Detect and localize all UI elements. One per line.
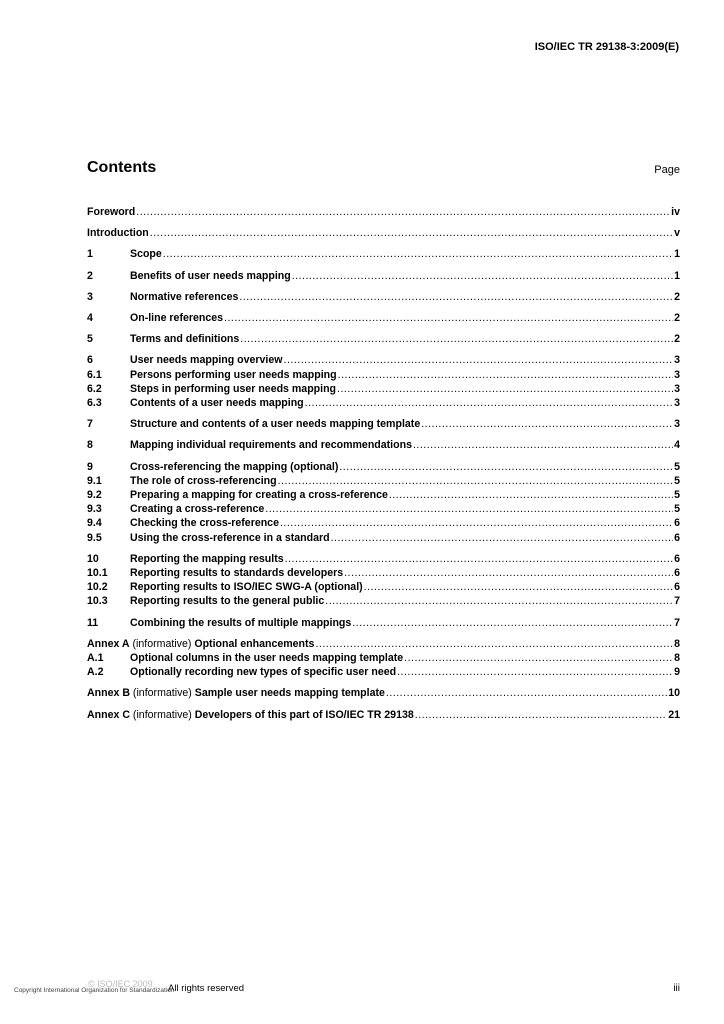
toc-entry[interactable]: [87, 516, 680, 530]
toc-group: [87, 460, 680, 545]
toc-entry-page: 3: [674, 354, 680, 367]
toc-leader-dots: [284, 353, 674, 367]
toc-entry[interactable]: [87, 502, 680, 516]
toc-leader-dots: [239, 290, 673, 304]
toc-entry-page: 3: [674, 397, 680, 410]
toc-group: [87, 552, 680, 609]
toc-entry-page: 6: [674, 567, 680, 580]
toc-entry-title: User needs mapping overview: [130, 354, 283, 367]
toc-entry-page: 7: [674, 595, 680, 608]
footer-copyright-notice: Copyright International Organization for Standardization: [14, 987, 175, 994]
footer-rights-reserved: All rights reserved: [168, 983, 245, 994]
toc-group: [87, 438, 680, 452]
toc-entry-number: 9.2: [87, 489, 102, 502]
toc-entry-number: 6.3: [87, 397, 102, 410]
toc-entry-page: 6: [674, 531, 680, 544]
toc-entry-title: Preparing a mapping for creating a cross-reference: [130, 489, 388, 502]
toc-annex-prefix: Annex C: [87, 708, 130, 721]
toc-entry[interactable]: [87, 290, 680, 304]
toc-entry[interactable]: [87, 665, 680, 679]
toc-entry-page: 2: [674, 312, 680, 325]
toc-entry-page: 5: [674, 489, 680, 502]
toc-entry[interactable]: [87, 566, 680, 580]
toc-entry-number: A.2: [87, 666, 104, 679]
toc-entry-number: 9.4: [87, 517, 102, 530]
toc-entry-number: 6: [87, 354, 93, 367]
toc-group: [87, 247, 680, 261]
toc-entry[interactable]: [87, 531, 680, 545]
toc-entry-title: Benefits of user needs mapping: [130, 269, 291, 282]
toc-leader-dots: [331, 531, 674, 545]
toc-leader-dots: [344, 566, 673, 580]
toc-leader-dots: [337, 382, 673, 396]
toc-entry[interactable]: [87, 226, 680, 240]
toc-leader-dots: [413, 438, 673, 452]
toc-entry[interactable]: [87, 686, 680, 700]
toc-entry-number: 2: [87, 269, 93, 282]
toc-entry-page: 4: [674, 439, 680, 452]
toc-leader-dots: [415, 708, 667, 722]
toc-entry-number: 6.2: [87, 382, 102, 395]
toc-entry[interactable]: [87, 396, 680, 410]
toc-leader-dots: [280, 516, 673, 530]
toc-leader-dots: [338, 368, 673, 382]
toc-group: [87, 637, 680, 680]
toc-entry-title: Terms and definitions: [130, 333, 240, 346]
toc-entry-title: Mapping individual requirements and recommendations: [130, 439, 412, 452]
toc-entry-title: Optional columns in the user needs mapping template: [130, 652, 404, 665]
toc-group: [87, 205, 680, 219]
toc-annex-prefix: Annex A: [87, 637, 130, 650]
toc-leader-dots: [389, 488, 673, 502]
toc-entry-page: 9: [674, 666, 680, 679]
toc-entry-number: 4: [87, 312, 93, 325]
toc-group: [87, 417, 680, 431]
toc-entry[interactable]: [87, 353, 680, 367]
toc-entry[interactable]: [87, 438, 680, 452]
toc-entry-title: Reporting results to standards developers: [130, 567, 344, 580]
toc-entry-title: Reporting results to ISO/IEC SWG-A (optional): [130, 581, 363, 594]
toc-entry-title: Developers of this part of ISO/IEC TR 29138: [194, 708, 414, 721]
toc-annex-title: [87, 708, 414, 722]
toc-entry-number: 8: [87, 439, 93, 452]
toc-entry[interactable]: [87, 460, 680, 474]
toc-leader-dots: [421, 417, 673, 431]
toc-entry[interactable]: [87, 368, 680, 382]
toc-entry-page: 7: [674, 616, 680, 629]
toc-entry[interactable]: [87, 616, 680, 630]
toc-entry-title: Combining the results of multiple mappings: [130, 616, 352, 629]
toc-entry-number: A.1: [87, 652, 104, 665]
toc-entry-number: 10.3: [87, 595, 108, 608]
toc-group: [87, 332, 680, 346]
toc-entry-page: iv: [671, 206, 680, 218]
toc-group: [87, 290, 680, 304]
toc-leader-dots: [163, 247, 673, 261]
toc-entry-title: Cross-referencing the mapping (optional): [130, 460, 339, 473]
toc-leader-dots: [315, 637, 673, 651]
toc-leader-dots: [305, 396, 673, 410]
toc-leader-dots: [265, 502, 673, 516]
toc-leader-dots: [136, 205, 670, 219]
toc-leader-dots: [397, 665, 673, 679]
toc-entry-title: On-line references: [130, 312, 224, 325]
toc-leader-dots: [278, 474, 674, 488]
toc-entry[interactable]: [87, 269, 680, 283]
contents-heading: Contents: [87, 159, 157, 176]
toc-entry-page: 5: [674, 474, 680, 487]
toc-leader-dots: [150, 226, 673, 240]
toc-entry-title: Persons performing user needs mapping: [130, 368, 337, 381]
toc-entry-page: 3: [674, 418, 680, 431]
toc-annex-qualifier: (informative): [129, 708, 195, 721]
toc-entry-title: Normative references: [130, 290, 239, 303]
toc-leader-dots: [339, 460, 673, 474]
toc-entry-number: 10.2: [87, 581, 108, 594]
toc-group: [87, 269, 680, 283]
toc-entry-page: 8: [674, 652, 680, 665]
toc-entry-number: 7: [87, 418, 93, 431]
toc-annex-prefix: Annex B: [87, 687, 130, 700]
toc-group: [87, 616, 680, 630]
toc-entry-page: 21: [668, 708, 680, 721]
toc-entry-title: Optional enhancements: [194, 637, 315, 650]
toc-group: [87, 708, 680, 722]
toc-leader-dots: [240, 332, 673, 346]
toc-entry[interactable]: [87, 382, 680, 396]
toc-entry-title: Reporting results to the general public: [130, 595, 325, 608]
toc-entry-page: 8: [674, 637, 680, 650]
toc-entry[interactable]: [87, 552, 680, 566]
toc-annex-qualifier: (informative): [129, 687, 195, 700]
toc-entry-title: Sample user needs mapping template: [194, 687, 385, 700]
document-reference: ISO/IEC TR 29138-3:2009(E): [534, 41, 679, 53]
toc-entry-title: Contents of a user needs mapping: [130, 397, 304, 410]
toc-entry-title: Creating a cross-reference: [130, 503, 265, 516]
toc-entry-page: 2: [674, 333, 680, 346]
toc-group: [87, 311, 680, 325]
toc-entry[interactable]: [87, 417, 680, 431]
toc-entry[interactable]: [87, 311, 680, 325]
toc-entry-page: 2: [674, 290, 680, 303]
toc-leader-dots: [352, 616, 673, 630]
toc-entry[interactable]: [87, 651, 680, 665]
page-column-label: Page: [654, 164, 680, 176]
toc-entry-number: 5: [87, 333, 93, 346]
toc-entry-title: Steps in performing user needs mapping: [130, 382, 337, 395]
toc-entry[interactable]: [87, 332, 680, 346]
toc-group: [87, 353, 680, 410]
toc-entry[interactable]: [87, 580, 680, 594]
toc-entry-number: 3: [87, 290, 93, 303]
toc-entry-page: 6: [674, 581, 680, 594]
footer-faded-copyright: © ISO/IEC 2009: [88, 979, 153, 989]
toc-entry[interactable]: [87, 488, 680, 502]
toc-entry-number: 9.5: [87, 531, 102, 544]
toc-entry-page: 5: [674, 460, 680, 473]
toc-entry-number: 9.1: [87, 474, 102, 487]
toc-entry-page: 10: [668, 687, 680, 700]
toc-entry-page: 6: [674, 552, 680, 565]
toc-entry-page: 1: [674, 269, 680, 282]
toc-entry-page: 3: [674, 382, 680, 395]
toc-entry[interactable]: [87, 474, 680, 488]
toc-entry-number: 9: [87, 460, 93, 473]
toc-entry-number: 10.1: [87, 567, 108, 580]
toc-entry-page: 1: [674, 248, 680, 261]
toc-entry-number: 6.1: [87, 368, 102, 381]
toc-entry-title: Checking the cross-reference: [130, 517, 279, 530]
toc-entry-page: 6: [674, 517, 680, 530]
toc-annex-title: [87, 637, 314, 651]
toc-entry[interactable]: [87, 594, 680, 608]
toc-entry-number: 9.3: [87, 503, 102, 516]
toc-leader-dots: [224, 311, 673, 325]
footer-page-number: iii: [673, 983, 680, 994]
toc-entry-page: 3: [674, 368, 680, 381]
toc-leader-dots: [364, 580, 673, 594]
toc-entry[interactable]: [87, 637, 680, 651]
toc-leader-dots: [325, 594, 673, 608]
toc-entry-page: 5: [674, 503, 680, 516]
toc-entry[interactable]: [87, 205, 680, 219]
toc-entry-number: 11: [87, 616, 99, 629]
toc-entry-title: Using the cross-reference in a standard: [130, 531, 330, 544]
toc-leader-dots: [386, 686, 667, 700]
toc-entry-page: v: [674, 227, 680, 240]
toc-entry[interactable]: [87, 708, 680, 722]
toc-group: [87, 226, 680, 240]
toc-entry-title: The role of cross-referencing: [130, 474, 277, 487]
toc-entry-number: 10: [87, 552, 99, 565]
toc-entry-title: Introduction: [87, 227, 149, 240]
toc-entry-title: Scope: [130, 248, 162, 261]
toc-entry-title: Structure and contents of a user needs mapping template: [130, 418, 421, 431]
toc-entry-title: Foreword: [87, 206, 136, 218]
toc-entry[interactable]: [87, 247, 680, 261]
toc-annex-qualifier: (informative): [129, 637, 195, 650]
toc-entry-title: Reporting the mapping results: [130, 552, 284, 565]
toc-leader-dots: [404, 651, 673, 665]
toc-leader-dots: [292, 269, 673, 283]
toc-entry-number: 1: [87, 248, 93, 261]
toc-group: [87, 686, 680, 700]
toc-leader-dots: [285, 552, 673, 566]
toc-entry-title: Optionally recording new types of specific user need: [130, 666, 397, 679]
toc-annex-title: [87, 686, 385, 700]
table-of-contents: [87, 205, 680, 729]
